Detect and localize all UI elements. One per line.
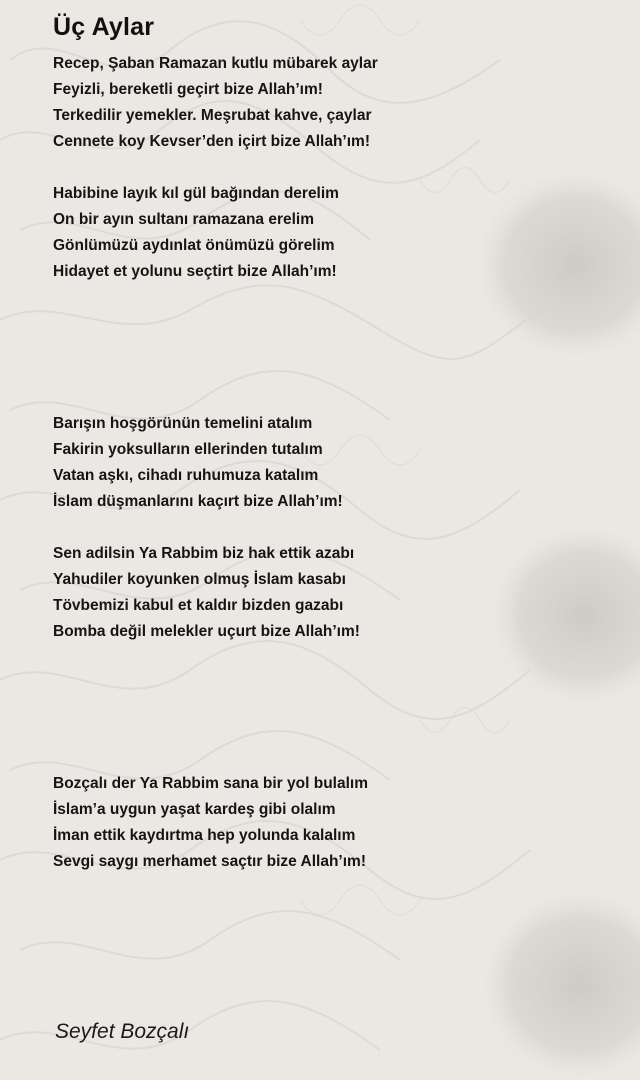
poem-line: Barışın hoşgörünün temelini atalım: [53, 415, 313, 432]
stanza-1: [53, 51, 378, 155]
stanza-3: [53, 411, 343, 515]
poem-line: İslam’a uygun yaşat kardeş gibi olalım: [53, 801, 336, 818]
poem-line: İman ettik kaydırtma hep yolunda kalalım: [53, 827, 356, 844]
poem-line: Bozçalı der Ya Rabbim sana bir yol bulalım: [53, 775, 368, 792]
poem-line: Habibine layık kıl gül bağından derelim: [53, 185, 339, 202]
poem-line: On bir ayın sultanı ramazana erelim: [53, 211, 315, 228]
poem-line: Sen adilsin Ya Rabbim biz hak ettik azabı: [53, 545, 355, 562]
poem-line: Terkedilir yemekler. Meşrubat kahve, çaylar: [53, 107, 372, 124]
poem-line: Cennete koy Kevser’den içirt bize Allah’ım!: [53, 133, 370, 150]
stanza-2: [53, 181, 339, 285]
ink-stain-decoration: [475, 170, 640, 1080]
poem-line: Bomba değil melekler uçurt bize Allah’ım!: [53, 623, 360, 640]
poem-line: Vatan aşkı, cihadı ruhumuza katalım: [53, 467, 319, 484]
stanza-5: [53, 771, 368, 875]
poem-line: Gönlümüzü aydınlat önümüzü görelim: [53, 237, 335, 254]
poem-title: Üç Aylar: [53, 13, 155, 41]
poem-line: Sevgi saygı merhamet saçtır bize Allah’ım!: [53, 853, 366, 870]
poem-author: Seyfet Bozçalı: [55, 1020, 190, 1043]
poem-line: Hidayet et yolunu seçtirt bize Allah’ım!: [53, 263, 337, 280]
poem-line: Tövbemizi kabul et kaldır bizden gazabı: [53, 597, 344, 614]
poem-line: Feyizli, bereketli geçirt bize Allah’ım!: [53, 81, 323, 98]
stanza-4: [53, 541, 360, 645]
poem-line: Fakirin yoksulların ellerinden tutalım: [53, 441, 323, 458]
poem-line: Recep, Şaban Ramazan kutlu mübarek aylar: [53, 55, 378, 72]
poem-line: İslam düşmanlarını kaçırt bize Allah’ım!: [53, 493, 343, 510]
poem-line: Yahudiler koyunken olmuş İslam kasabı: [53, 571, 346, 588]
handwriting-texture: [0, 21, 540, 1050]
